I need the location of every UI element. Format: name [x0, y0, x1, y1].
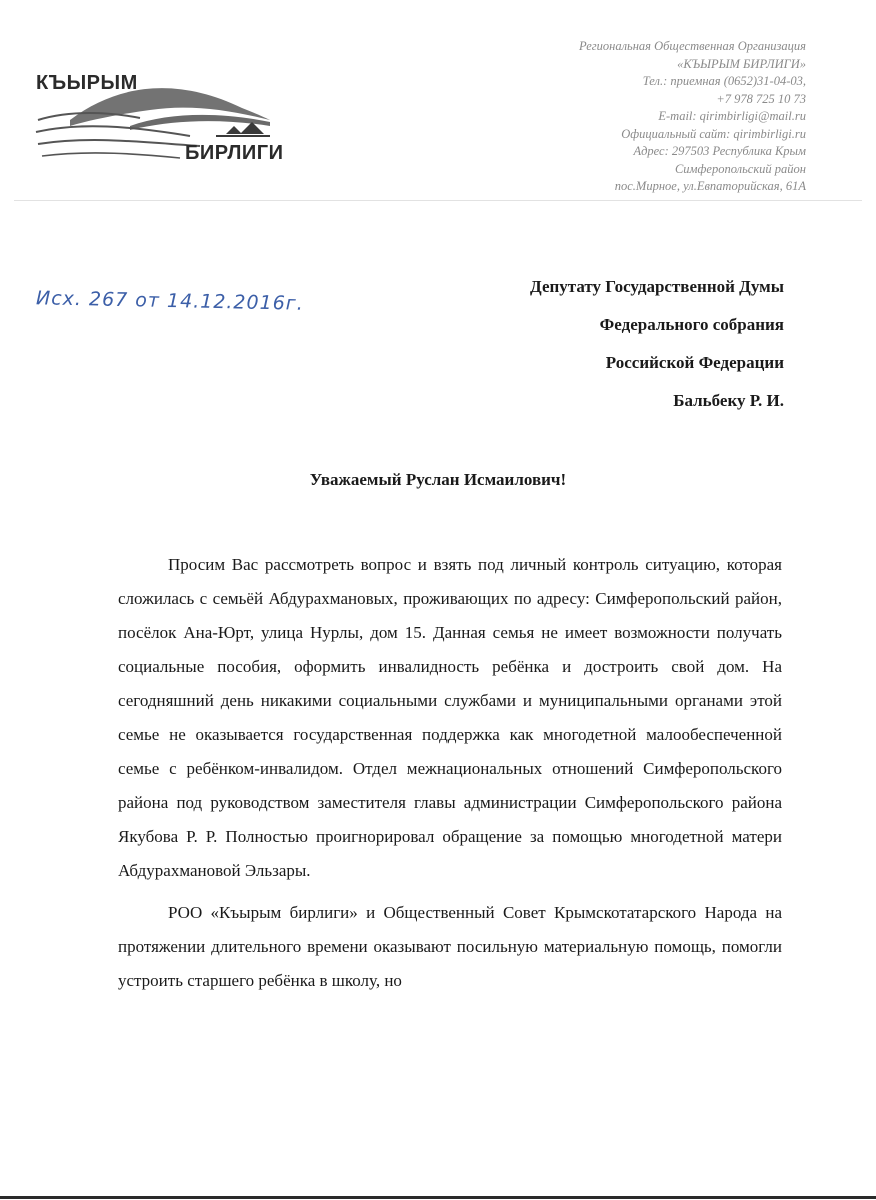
- logo-title-top: КЪЫРЫМ: [36, 72, 138, 94]
- body-paragraph: РОО «Къырым бирлиги» и Общественный Совет Крымскотатарского Народа на протяжении длительного времени оказывают посильную материальную помощь, помогли устроить старшего ребёнка в школу, но: [118, 903, 782, 990]
- body-paragraph: Просим Вас рассмотреть вопрос и взять под личный контроль ситуацию, которая сложилась с семьёй Абдурахмановых, проживающих по адресу: Симферопольский район, посёлок Ана-Юрт, улица Нурлы, дом 15. Данная семья не имеет возможности получать социальные пособия, оформить инвалидность ребёнка и достроить свой дом. На сегодняшний день никакими социальными службами и муниципальными органами этой семье не оказывается государственная поддержка как многодетной малообеспеченной семье с ребёнком-инвалидом. Отдел межнациональных отношений Симферопольского района под руководством заместителя главы администрации Симферопольского района Якубова Р. Р. Полностью проигнорировал обращение за помощью многодетной матери Абдурахмановой Эльзары.: [118, 555, 782, 880]
- header-divider: [14, 200, 862, 201]
- letter-body: [118, 548, 782, 1006]
- recipient-line: Российской Федерации: [605, 353, 784, 372]
- org-header-line: Официальный сайт: qirimbirligi.ru: [621, 126, 806, 141]
- recipient-line: Бальбеку Р. И.: [673, 391, 784, 410]
- org-header-line: Тел.: приемная (0652)31-04-03,: [642, 74, 806, 88]
- recipient-line: Федерального собрания: [599, 315, 784, 334]
- org-header-line: +7 978 725 10 73: [716, 91, 806, 106]
- page-bottom-edge: [0, 1196, 876, 1199]
- organization-logo: [30, 60, 300, 180]
- org-header-line: Адрес: 297503 Республика Крым: [633, 144, 806, 158]
- salutation: Уважаемый Руслан Исмаилович!: [309, 470, 567, 489]
- recipient-block: [364, 268, 784, 420]
- recipient-line: Депутату Государственной Думы: [530, 277, 784, 296]
- org-header-line: Региональная Общественная Организация: [579, 39, 806, 53]
- handwritten-outgoing-number: Исх. 267 от 14.12.2016г.: [35, 287, 305, 315]
- organization-contact-header: [476, 38, 806, 196]
- org-header-line: «КЪЫРЫМ БИРЛИГИ»: [677, 56, 806, 71]
- logo-title-bottom: БИРЛИГИ: [185, 142, 284, 164]
- org-header-line: пос.Мирное, ул.Евпаторийская, 61А: [614, 179, 806, 193]
- org-header-line: E-mail: qirimbirligi@mail.ru: [658, 109, 806, 123]
- org-header-line: Симферопольский район: [674, 161, 806, 176]
